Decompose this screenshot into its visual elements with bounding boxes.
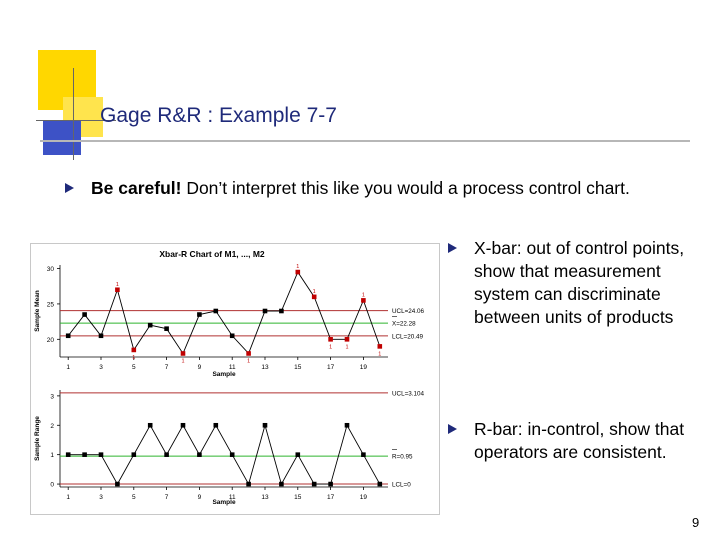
bullet-marker-icon — [448, 243, 457, 253]
xbar-data-point — [279, 309, 284, 314]
bullet-careful-bold: Be careful! — [91, 178, 182, 198]
range-x-tick-label: 19 — [359, 494, 368, 501]
range-x-tick-label: 17 — [326, 494, 335, 501]
deco-vertical-line — [73, 68, 74, 160]
range-x-tick-label: 1 — [66, 494, 71, 501]
xbar-test-label: 1 — [181, 358, 185, 365]
range-data-point — [82, 452, 87, 457]
xbar-data-point — [99, 333, 104, 338]
range-x-tick-label: 5 — [131, 494, 136, 501]
xbar-x-tick-label: 5 — [131, 364, 136, 371]
bullet-marker-icon — [65, 183, 74, 193]
range-y-tick-label: 2 — [50, 422, 54, 430]
range-data-point — [328, 482, 333, 487]
bullet-rbar-text: R-bar: in-control, show that operators are consistent. — [474, 419, 685, 462]
xbar-test-label: 1 — [329, 344, 333, 351]
range-x-tick-label: 15 — [294, 494, 302, 501]
xbar-data-point — [312, 295, 317, 300]
xbar-data-point — [296, 270, 301, 275]
xbar-data-point — [66, 333, 71, 338]
xbar-data-point — [132, 348, 137, 353]
range-lcl-label: LCL=0 — [392, 481, 411, 489]
xbar-test-label: 1 — [361, 292, 365, 299]
range-y-axis-label: Sample Range — [34, 416, 41, 461]
range-y-tick-label: 3 — [50, 393, 54, 401]
deco-blue-square — [43, 120, 81, 155]
bullet-rbar — [474, 418, 694, 464]
xbar-data-point — [181, 351, 186, 356]
xbar-y-tick-label: 20 — [46, 336, 54, 344]
xbar-cl-label: X=22.28 — [392, 320, 416, 328]
range-data-point — [132, 452, 137, 457]
range-x-tick-label: 11 — [228, 494, 236, 501]
range-data-point — [66, 452, 71, 457]
bullet-careful-text: Don’t interpret this like you would a process control chart. — [181, 178, 630, 198]
range-cl-label: R=0.95 — [392, 453, 413, 461]
range-x-tick-label: 7 — [164, 494, 169, 501]
xbar-data-point — [378, 344, 383, 349]
xbar-data-point — [246, 351, 251, 356]
bullet-careful — [91, 177, 681, 200]
range-x-tick-label: 3 — [99, 494, 103, 501]
bullet-xbar — [474, 237, 694, 329]
range-data-point — [214, 423, 219, 428]
xbar-data-point — [361, 298, 366, 303]
range-x-tick-label: 9 — [197, 494, 202, 501]
xbar-test-label: 1 — [296, 264, 300, 271]
page-number: 9 — [692, 515, 700, 530]
xbar-y-axis-label: Sample Mean — [34, 290, 41, 332]
range-data-point — [296, 452, 301, 457]
range-data-point — [164, 452, 169, 457]
xbar-test-label: 1 — [345, 344, 349, 351]
xbar-ucl-label: UCL=24.06 — [392, 308, 425, 316]
xbar-x-tick-label: 13 — [261, 364, 269, 371]
xbar-x-tick-label: 9 — [197, 364, 202, 371]
range-y-tick-label: 0 — [50, 481, 54, 489]
xbar-x-tick-label: 11 — [228, 364, 236, 371]
xbar-x-tick-label: 17 — [326, 364, 335, 371]
range-data-point — [279, 482, 284, 487]
xbar-x-tick-label: 15 — [294, 364, 302, 371]
xbar-data-point — [115, 287, 120, 292]
xbar-x-axis-label: Sample — [212, 371, 236, 378]
xbar-x-tick-label: 7 — [164, 364, 169, 371]
range-y-tick-label: 1 — [50, 452, 54, 460]
range-data-point — [361, 452, 366, 457]
xbar-x-tick-label: 3 — [99, 364, 103, 371]
bullet-xbar-text: X-bar: out of control points, show that measurement system can discriminate between units of products — [474, 238, 685, 327]
xbar-data-point — [148, 323, 153, 328]
xbar-test-label: 1 — [115, 281, 119, 288]
xbar-test-label: 1 — [132, 354, 136, 361]
chart-frame — [31, 244, 440, 515]
range-ucl-label: UCL=3.104 — [392, 390, 425, 398]
xbar-r-chart — [30, 243, 440, 515]
xbar-y-tick-label: 30 — [46, 266, 54, 274]
range-x-axis-label: Sample — [212, 499, 236, 506]
bullet-marker-icon — [448, 424, 457, 434]
xbar-test-label: 1 — [247, 358, 251, 365]
xbar-test-label: 1 — [378, 351, 382, 358]
xbar-data-point — [263, 309, 268, 314]
xbar-test-label: 1 — [312, 288, 316, 295]
range-data-point — [181, 423, 186, 428]
xbar-data-point — [197, 312, 202, 317]
xbar-data-point — [328, 337, 333, 342]
xbar-y-tick-label: 25 — [46, 301, 54, 309]
range-data-point — [99, 452, 104, 457]
range-data-point — [246, 482, 251, 487]
xbar-lcl-label: LCL=20.49 — [392, 333, 423, 341]
xbar-x-tick-label: 1 — [66, 364, 71, 371]
range-data-point — [148, 423, 153, 428]
range-x-tick-label: 13 — [261, 494, 269, 501]
range-data-point — [230, 452, 235, 457]
range-data-point — [115, 482, 120, 487]
xbar-data-point — [82, 312, 87, 317]
slide-title: Gage R&R : Example 7-7 — [100, 104, 337, 127]
range-data-point — [312, 482, 317, 487]
xbar-x-tick-label: 19 — [359, 364, 368, 371]
range-data-point — [378, 482, 383, 487]
range-data-point — [345, 423, 350, 428]
title-divider — [40, 140, 690, 142]
chart-title: Xbar-R Chart of M1, ..., M2 — [159, 249, 265, 259]
range-data-point — [263, 423, 268, 428]
range-data-point — [197, 452, 202, 457]
xbar-data-point — [164, 326, 169, 331]
xbar-data-point — [214, 309, 219, 314]
xbar-data-point — [230, 333, 235, 338]
xbar-data-point — [345, 337, 350, 342]
